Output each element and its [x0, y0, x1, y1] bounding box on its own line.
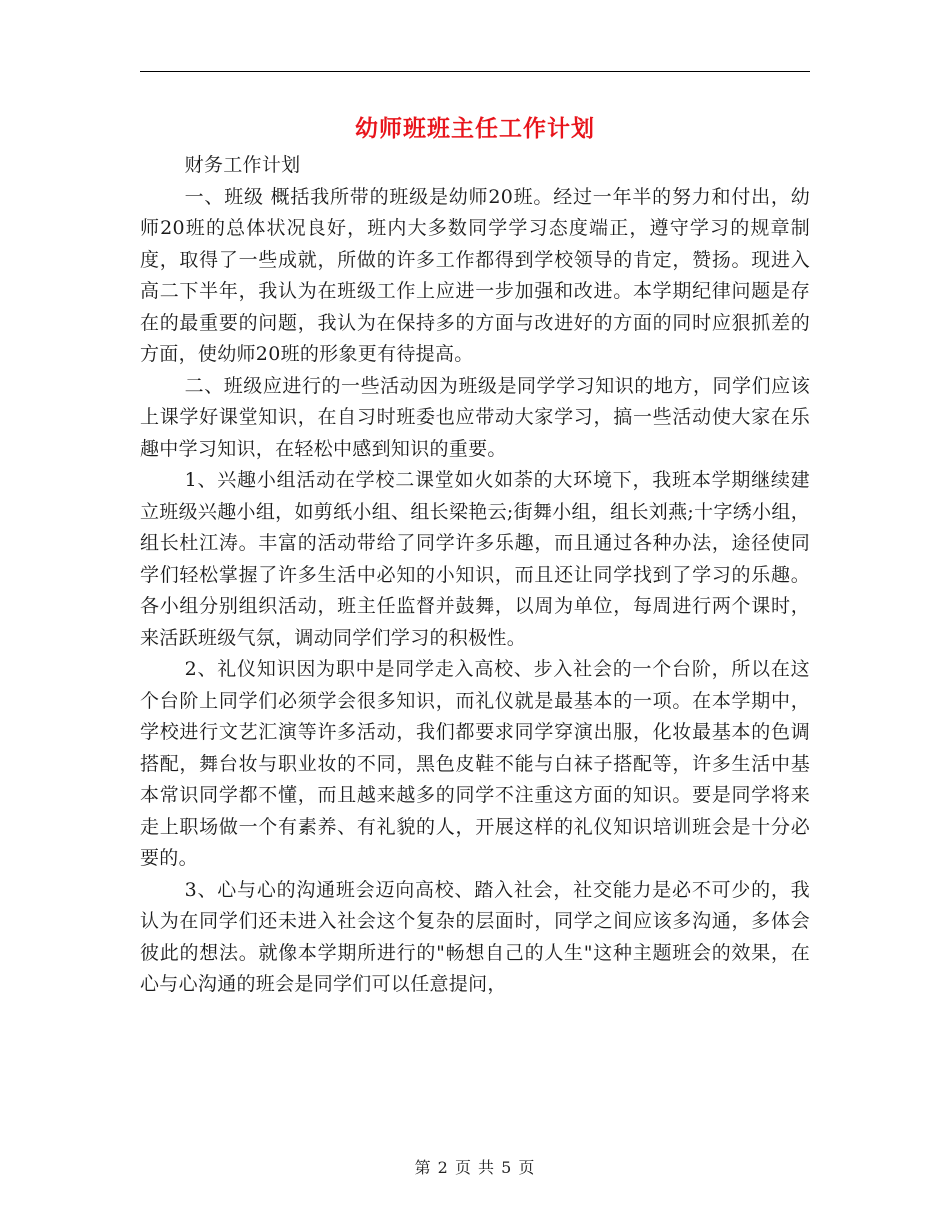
paragraph-subtitle: 财务工作计划: [184, 154, 301, 176]
header-rule: [140, 71, 810, 72]
paragraph-class-activities: 二、班级应进行的一些活动因为班级是同学学习知识的地方，同学们应该上课学好课堂知识，在自习时班委也应带动大家学习，搞一些活动使大家在乐趣中学习知识，在轻松中感到知识的重要。: [140, 374, 810, 460]
paragraph-interest-groups: 1、兴趣小组活动在学校二课堂如火如荼的大环境下，我班本学期继续建立班级兴趣小组，如剪纸小组、组长梁艳云;街舞小组，组长刘燕;十字绣小组，组长杜江涛。丰富的活动带给了同学许多乐趣，而且通过各种办法，途径使同学们轻松掌握了许多生活中必知的小知识，而且还让同学找到了学习的乐趣。各小组分别组织活动，班主任监督并鼓舞，以周为单位，每周进行两个课时，来活跃班级气氛，调动同学们学习的积极性。: [140, 469, 810, 649]
document-body: [140, 150, 810, 1001]
paragraph-class-overview: 一、班级 概括我所带的班级是幼师20班。经过一年半的努力和付出，幼师20班的总体状况良好，班内大多数同学学习态度端正，遵守学习的规章制度，取得了一些成就，所做的许多工作都得到学校领导的肯定，赞扬。现进入高二下半年，我认为在班级工作上应进一步加强和改进。本学期纪律问题是存在的最重要的问题，我认为在保持多的方面与改进好的方面的同时应狠抓差的方面，使幼师20班的形象更有待提高。: [140, 185, 810, 365]
paragraph-communication: 3、心与心的沟通班会迈向高校、踏入社会，社交能力是必不可少的，我认为在同学们还未进入社会这个复杂的层面时，同学之间应该多沟通，多体会彼此的想法。就像本学期所进行的"畅想自己的人生"这种主题班会的效果，在心与心沟通的班会是同学们可以任意提问，: [140, 878, 810, 995]
paragraph-etiquette: 2、礼仪知识因为职中是同学走入高校、步入社会的一个台阶，所以在这个台阶上同学们必须学会很多知识，而礼仪就是最基本的一项。在本学期中，学校进行文艺汇演等许多活动，我们都要求同学穿演出服，化妆最基本的色调搭配，舞台妆与职业妆的不同，黑色皮鞋不能与白袜子搭配等，许多生活中基本常识同学都不懂，而且越来越多的同学不注重这方面的知识。要是同学将来走上职场做一个有素养、有礼貌的人，开展这样的礼仪知识培训班会是十分必要的。: [140, 658, 810, 869]
document-title: 幼师班班主任工作计划: [355, 115, 595, 142]
page-number: 第 2 页 共 5 页: [414, 1158, 536, 1177]
